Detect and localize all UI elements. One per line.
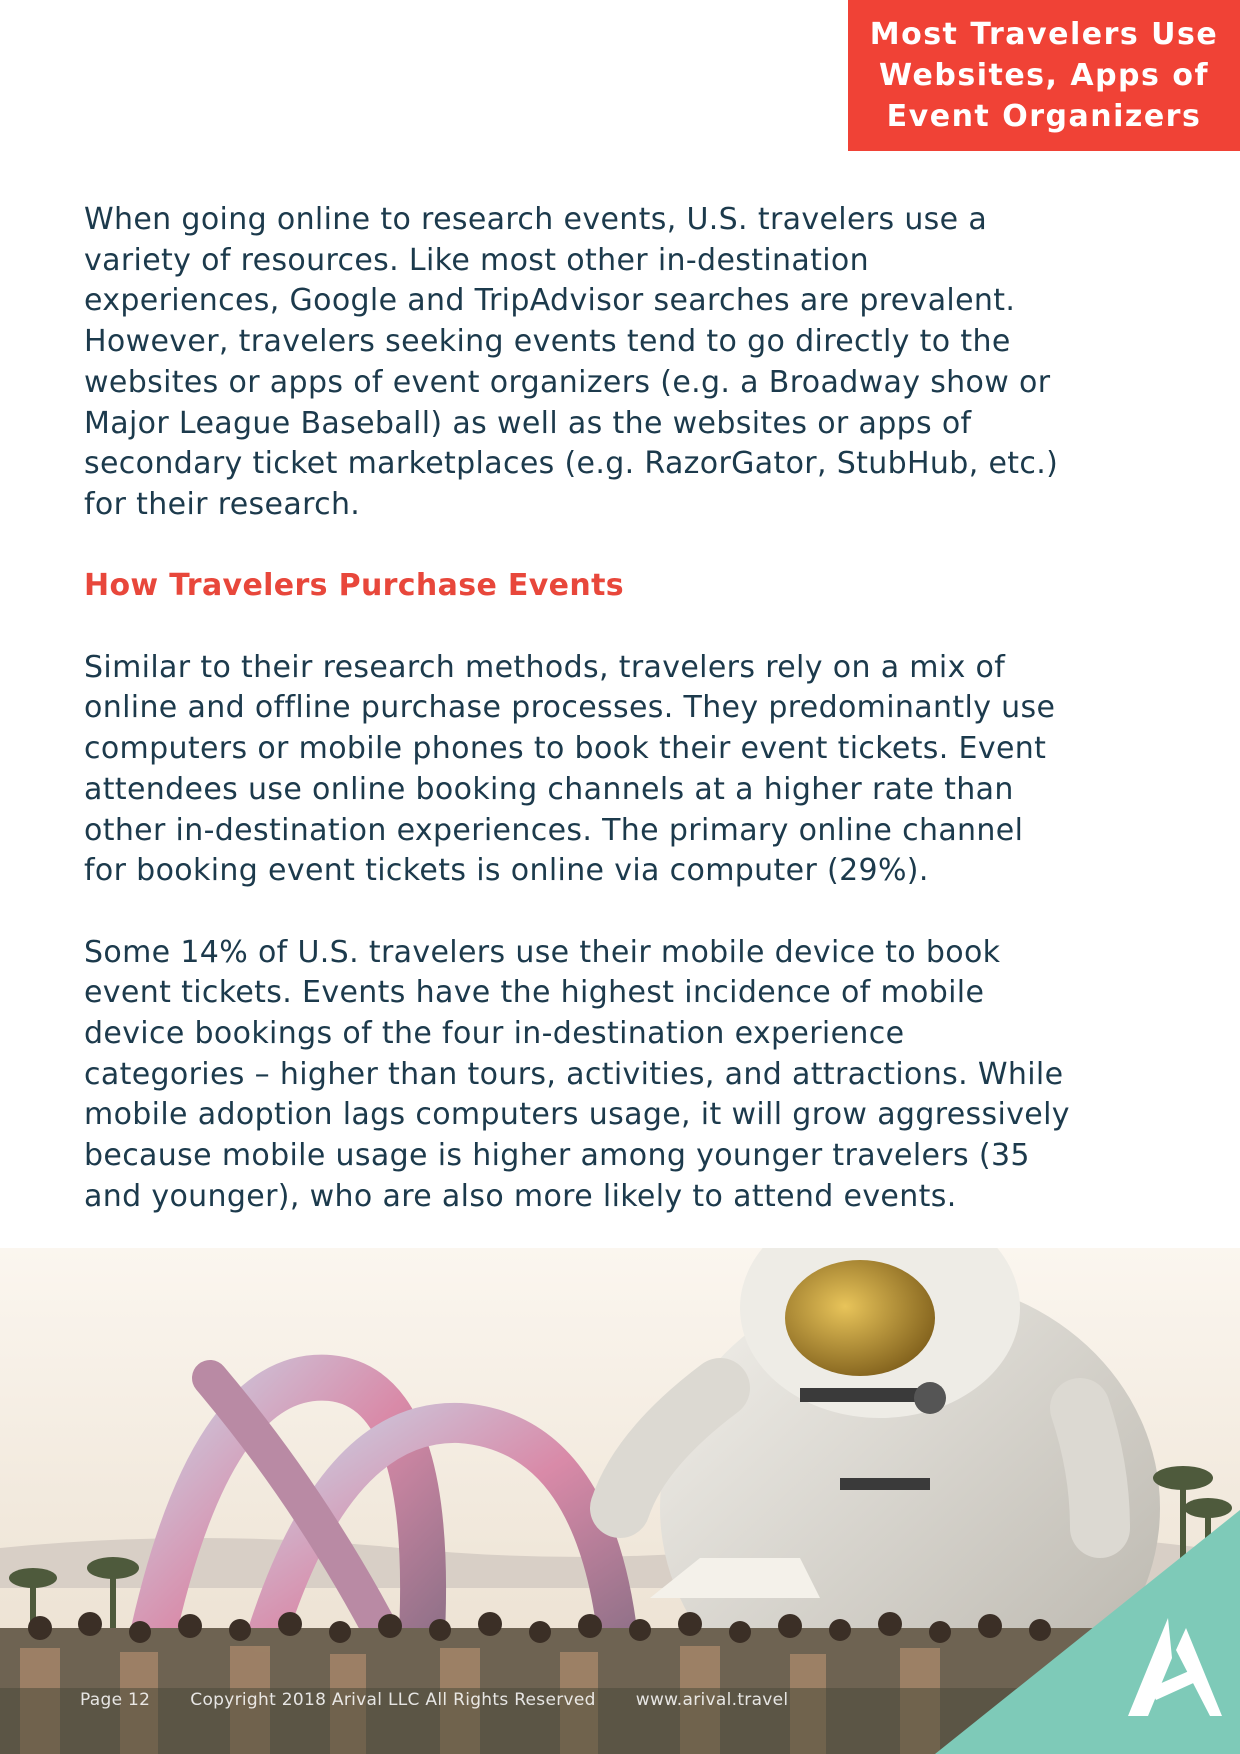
section-heading: How Travelers Purchase Events [84,568,624,604]
website-link[interactable]: www.arival.travel [635,1690,789,1710]
paragraph-purchase: Similar to their research methods, travelers rely on a mix of online and offline purchase processes. They predominantly use computers or mobile phones to book their event tickets. Event attendees use online booking channels at a higher rate than other in-destination experiences. The primary online channel for booking event tickets is online via computer (29%). [84,649,1056,889]
copyright-text: Copyright 2018 Arival LLC All Rights Reserved [190,1690,596,1710]
paragraph-mobile: Some 14% of U.S. travelers use their mobile device to book event tickets. Events have the highest incidence of mobile device bookings of the four in-destination experience categories – higher than tours, activities, and attractions. While mobile adoption lags computers usage, it will grow aggressively because mobile usage is higher among younger travelers (35 and younger), who are also more likely to attend events. [84,934,1070,1214]
festival-photo [0,1248,1240,1754]
page-title: Most Travelers Use Websites, Apps of Event Organizers [869,17,1219,134]
page-number: Page 12 [80,1690,151,1710]
main-content [84,200,1144,1218]
paragraph-research: When going online to research events, U.S. travelers use a variety of resources. Like most other in-destination experiences, Google and TripAdvisor searches are prevalent. However, travelers seeking events tend to go directly to the websites or apps of event organizers (e.g. a Broadway show or Major League Baseball) as well as the websites or apps of secondary ticket marketplaces (e.g. RazorGator, StubHub, etc.) for their research. [84,202,1059,522]
title-banner [848,0,1240,151]
footer [80,1690,788,1712]
